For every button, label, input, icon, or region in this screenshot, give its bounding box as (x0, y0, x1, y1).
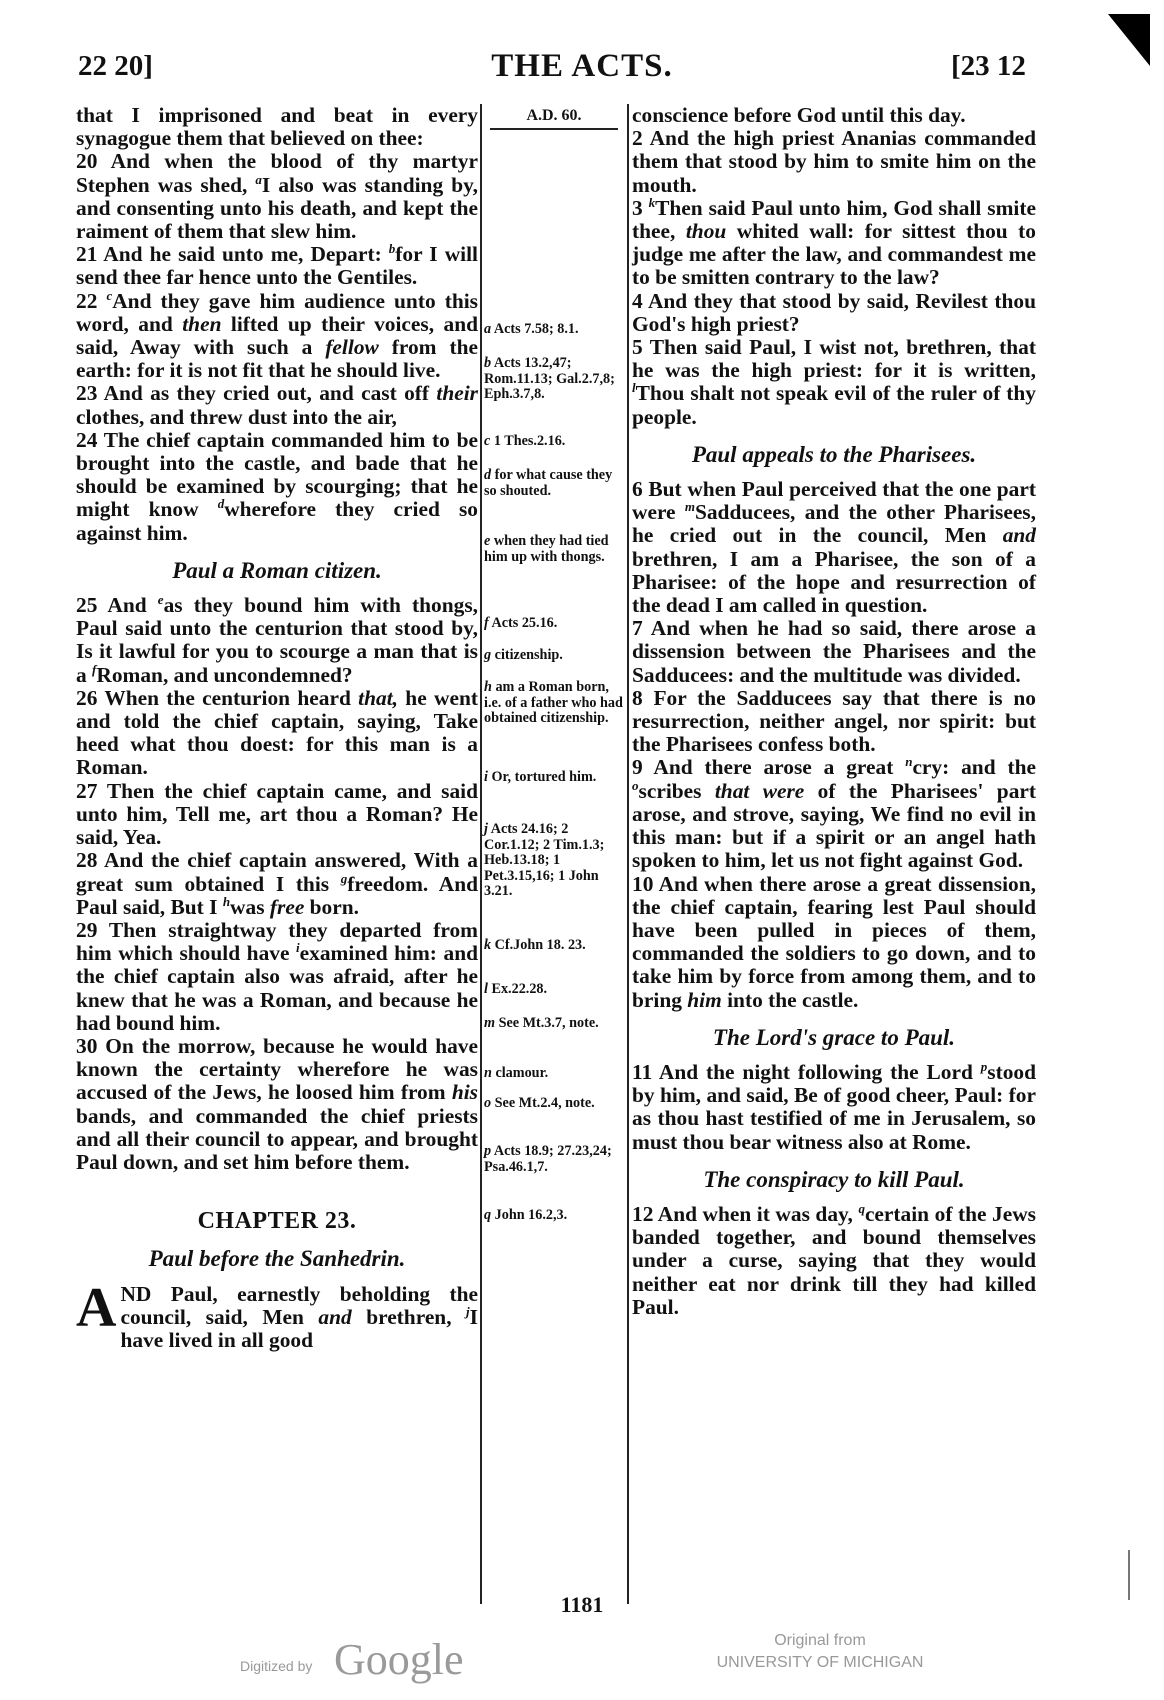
verse-text: 27 Then the chief captain came, and said unto him, Tell me, art thou a Roman? He said, Yea. (76, 778, 478, 850)
reference-entry[interactable]: h am a Roman born, i.e. of a father who had obtained citizenship. (484, 679, 623, 726)
ref-mark[interactable]: d (217, 496, 225, 512)
column-rule-right (627, 104, 629, 1604)
reference-entry[interactable]: e when they had tied him up with thongs. (484, 533, 609, 565)
reference-entry[interactable]: q John 16.2,3. (484, 1207, 568, 1223)
verse-text: 21 And he said unto me, Depart: $^b$for I will send thee far hence unto the Gentiles. (76, 241, 478, 290)
original-from-label: Original from (774, 1632, 866, 1649)
running-head (0, 50, 1164, 96)
left-column (76, 104, 478, 1352)
section-heading: Paul a Roman citizen. (172, 557, 382, 583)
reference-entry[interactable]: d for what cause they so shouted. (484, 467, 613, 499)
verse-text: conscience before God until this day. (632, 103, 966, 127)
ref-mark[interactable]: l (632, 380, 636, 396)
ref-mark[interactable]: g (340, 870, 348, 886)
page-number: 1181 (560, 1592, 604, 1617)
reference-entry[interactable]: b Acts 13.2,47; Rom.11.13; Gal.2.7,8; Eph.3.7,8. (484, 355, 615, 402)
ref-mark[interactable]: p (980, 1058, 988, 1074)
reference-entry[interactable]: a Acts 7.58; 8.1. (484, 321, 579, 337)
running-head-title: THE ACTS. (491, 48, 673, 84)
ref-mark[interactable]: i (296, 939, 300, 955)
reference-entry[interactable]: i Or, tortured him. (484, 769, 597, 785)
ref-mark[interactable]: f (92, 661, 97, 677)
verse-text: 4 And they that stood by said, Revilest thou God's high priest? (632, 288, 1036, 336)
section-heading: Paul appeals to the Pharisees. (691, 441, 977, 467)
reference-column (484, 104, 624, 1223)
google-logo: Google (334, 1635, 464, 1684)
ref-mark[interactable]: q (858, 1200, 865, 1216)
verse-text: 5 Then said Paul, I wist not, brethren, that he was the high priest: for it is written, $^l$Thou shalt not speak evil of the ruler of thy people. (632, 335, 1036, 429)
right-column (632, 104, 1036, 1319)
ref-mark[interactable]: m (684, 499, 695, 515)
verse-text: 24 The chief captain commanded him to be brought into the castle, and bade that he should be examined by scourging; that he might know $^d$wherefore they cried so against him. (76, 427, 478, 545)
edge-mark (1128, 1550, 1130, 1600)
verse-text: 11 And the night following the Lord $^p$stood by him, and said, Be of good cheer, Paul: for as thou hast testified of me in Jerusalem, so must thou bear witness also at Rome. (632, 1058, 1036, 1154)
verse-text: 22 $^c$And they gave him audience unto this word, and then lifted up their voices, and said, Away with such a fellow from the earth: for it is not fit that he should live. (76, 287, 478, 383)
section-heading: The Lord's grace to Paul. (712, 1024, 956, 1050)
verse-text: 20 And when the blood of thy martyr Stephen was shed, $^a$I also was standing by, and consenting unto his death, and kept the raiment of them that slew him. (76, 149, 478, 244)
verse-text: 28 And the chief captain answered, With a great sum obtained I this $^g$freedom. And Paul said, But I $^h$was free born. (76, 848, 478, 919)
reference-entry[interactable]: o See Mt.2.4, note. (484, 1095, 595, 1111)
ref-mark[interactable]: a (255, 171, 262, 187)
ref-mark[interactable]: k (648, 194, 656, 210)
digitized-by-label: Digitized by (240, 1658, 313, 1674)
verse-text: 29 Then straightway they departed from him which should have $^i$examined him: and the chief captain also was afraid, after he knew that he was a Roman, and because he had bound him. (76, 917, 478, 1035)
reference-entry[interactable]: c 1 Thes.2.16. (484, 433, 566, 449)
original-source (700, 1630, 940, 1674)
footer (0, 1628, 1164, 1688)
reference-entry[interactable]: g citizenship. (484, 647, 563, 663)
verse-text: that I imprisoned and beat in every synagogue them that believed on thee: (76, 103, 478, 151)
verse-text: 7 And when he had so said, there arose a dissension between the Pharisees and the Sadducees: and the multitude was divided. (632, 616, 1036, 687)
ref-mark[interactable]: b (388, 241, 396, 257)
verse-text: 6 But when Paul perceived that the one part were $^m$Sadducees, and the other Pharisees, he cried out in the council, Men and brethren, I am a Pharisee, the son of a Pharisee: of the hope and resurrection of the dead I am called in question. (632, 477, 1036, 618)
reference-entry[interactable]: j Acts 24.16; 2 Cor.1.12; 2 Tim.1.3; Heb.13.18; 1 Pet.3.15,16; 1 John 3.21. (484, 821, 605, 899)
university-label: UNIVERSITY OF MICHIGAN (716, 1654, 924, 1671)
verse-text: 12 And when it was day, $^q$certain of the Jews banded together, and bound themselves under a curse, saying that they would neither eat nor drink till they had killed Paul. (632, 1200, 1036, 1319)
reference-entry[interactable]: f Acts 25.16. (484, 615, 558, 631)
ref-mark[interactable]: e (157, 591, 164, 607)
verse-text: 30 On the morrow, because he would have known the certainty wherefore he was accused of the Jews, he loosed him from his bands, and commanded the chief priests and all their council to appear, and brought Paul down, and set him before them. (76, 1033, 478, 1174)
section-heading: The conspiracy to kill Paul. (703, 1166, 965, 1192)
reference-entry[interactable]: p Acts 18.9; 27.23,24; Psa.46.1,7. (484, 1143, 612, 1175)
column-rule-left (480, 104, 482, 1604)
verse-text: 2 And the high priest Ananias commanded them that stood by him to smite him on the mouth. (632, 126, 1036, 197)
verse-text: AND Paul, earnestly beholding the council, said, Men and brethren, $^j$I have lived in all good (76, 1276, 478, 1352)
verse-text: 9 And there arose a great $^n$cry: and the $^o$scribes that were of the Pharisees' part arose, and strove, saying, We find no evil in this man: but if a spirit or an angel hath spoken to him, let us not fight against God. (632, 754, 1037, 873)
ref-mark[interactable]: o (632, 777, 639, 793)
running-head-right: [23 12 (951, 50, 1026, 82)
date-label: A.D. 60. (490, 108, 618, 130)
drop-cap: A (76, 1276, 117, 1339)
verse-text: 3 $^k$Then said Paul unto him, God shall smite thee, thou whited wall: for sittest thou to judge me after the law, and commandest me to be smitten contrary to the law? (632, 194, 1036, 290)
ref-mark[interactable]: j (466, 1303, 470, 1319)
verse-text: 10 And when there arose a great dissension, the chief captain, fearing lest Paul should have been pulled in pieces of them, commanded the soldiers to go down, and to take him by force from among them, and to bring him into the castle. (632, 871, 1036, 1012)
ref-mark[interactable]: n (905, 754, 913, 770)
verse-text: 26 When the centurion heard that, he went and told the chief captain, saying, Take heed what thou doest: for this man is a Roman. (76, 685, 478, 780)
ref-mark[interactable]: c (106, 287, 113, 303)
verse-text: 8 For the Sadducees say that there is no resurrection, neither angel, nor spirit: but the Pharisees confess both. (632, 685, 1036, 757)
ref-mark[interactable]: h (222, 893, 231, 909)
verse-text: 25 And $^e$as they bound him with thongs, Paul said unto the centurion that stood by, Is it lawful for you to scourge a man that is a $^f$Roman, and uncondemned? (76, 591, 478, 687)
section-heading: Paul before the Sanhedrin. (148, 1246, 406, 1272)
reference-entry[interactable]: n clamour. (484, 1065, 549, 1081)
reference-entry[interactable]: k Cf.John 18. 23. (484, 937, 586, 953)
verse-text: 23 And as they cried out, and cast off their clothes, and threw dust into the air, (76, 381, 478, 429)
chapter-heading: CHAPTER 23. (197, 1208, 357, 1235)
reference-entry[interactable]: m See Mt.3.7, note. (484, 1015, 599, 1031)
reference-entry[interactable]: l Ex.22.28. (484, 981, 548, 997)
running-head-left: 22 20] (78, 50, 153, 82)
